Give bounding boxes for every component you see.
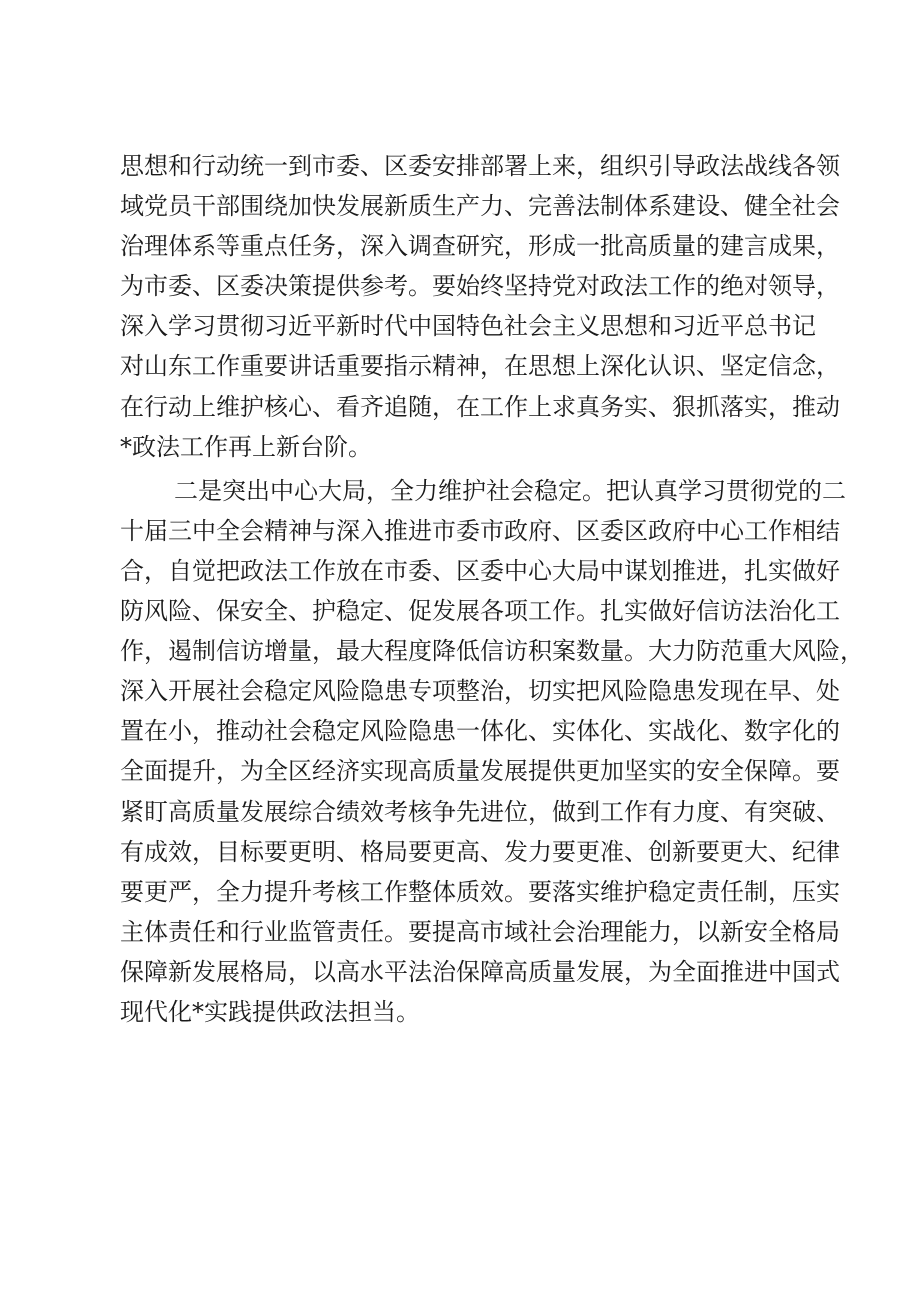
paragraph-continuation [120, 146, 840, 467]
text-line: 合，自觉把政法工作放在市委、区委中心大局中谋划推进，扎实做好 [120, 556, 840, 585]
text-line: *政法工作再上新台阶。 [120, 432, 372, 461]
text-line: 二是突出中心大局，全力维护社会稳定。把认真学习贯彻党的二 [174, 476, 846, 505]
document-body [120, 146, 864, 1032]
text-line: 作，遏制信访增量，最大程度降低信访积案数量。大力防范重大风险， [120, 637, 864, 666]
paragraph-point-two [120, 471, 864, 1032]
text-line: 有成效，目标要更明、格局要更高、发力要更准、创新要更大、纪律 [120, 837, 840, 866]
text-line: 域党员干部围绕加快发展新质生产力、完善法制体系建设、健全社会 [120, 192, 840, 221]
text-line: 在行动上维护核心、看齐追随，在工作上求真务实、狠抓落实，推动 [120, 392, 840, 421]
text-line: 保障新发展格局，以高水平法治保障高质量发展，为全面推进中国式 [120, 957, 840, 986]
text-line: 主体责任和行业监管责任。要提高市域社会治理能力，以新安全格局 [120, 917, 840, 946]
text-line: 治理体系等重点任务，深入调查研究，形成一批高质量的建言成果， [120, 232, 840, 261]
text-line: 要更严，全力提升考核工作整体质效。要落实维护稳定责任制，压实 [120, 877, 840, 906]
text-line: 全面提升，为全区经济实现高质量发展提供更加坚实的安全保障。要 [120, 757, 840, 786]
text-line: 防风险、保安全、护稳定、促发展各项工作。扎实做好信访法治化工 [120, 597, 840, 626]
text-line: 紧盯高质量发展综合绩效考核争先进位，做到工作有力度、有突破、 [120, 797, 840, 826]
text-line: 深入学习贯彻习近平新时代中国特色社会主义思想和习近平总书记 [120, 312, 816, 341]
text-line: 对山东工作重要讲话重要指示精神，在思想上深化认识、坚定信念， [120, 352, 840, 381]
text-line: 深入开展社会稳定风险隐患专项整治，切实把风险隐患发现在早、处 [120, 677, 840, 706]
text-line: 思想和行动统一到市委、区委安排部署上来，组织引导政法战线各领 [120, 152, 840, 180]
text-line: 为市委、区委决策提供参考。要始终坚持党对政法工作的绝对领导， [120, 272, 840, 301]
text-line: 十届三中全会精神与深入推进市委市政府、区委区政府中心工作相结 [120, 516, 840, 545]
text-line: 置在小，推动社会稳定风险隐患一体化、实体化、实战化、数字化的 [120, 717, 840, 746]
text-line: 现代化*实践提供政法担当。 [120, 997, 420, 1026]
